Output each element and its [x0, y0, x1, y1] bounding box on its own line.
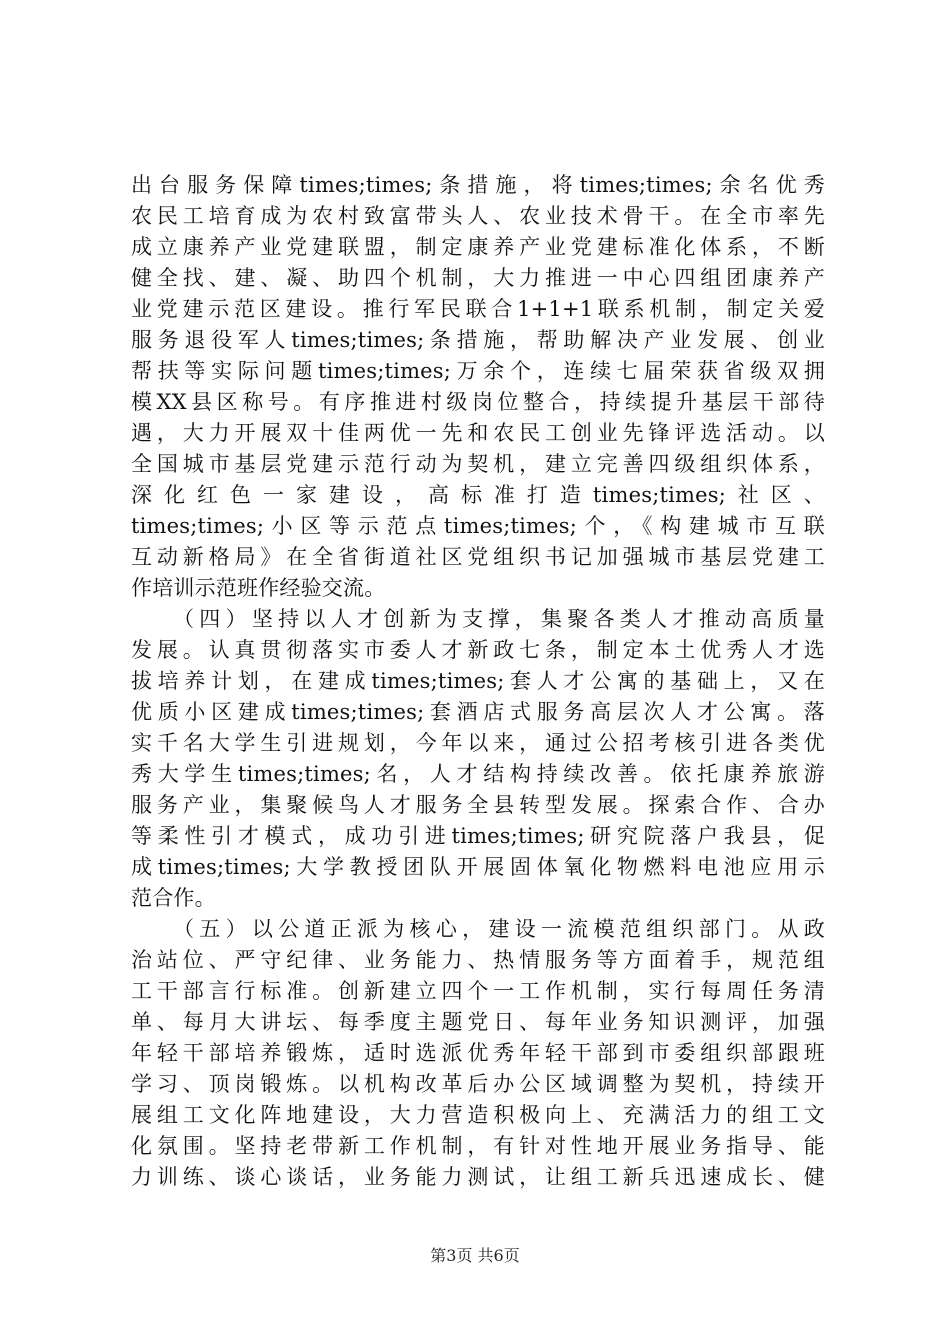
- text-line: 拔培养计划，在建成times;times;套人才公寓的基础上，又在: [131, 669, 825, 693]
- text-line: 优质小区建成times;times;套酒店式服务高层次人才公寓。落: [131, 700, 825, 724]
- text-line: 健全找、建、凝、助四个机制，大力推进一中心四组团康养产: [131, 266, 825, 290]
- text-line: 发展。认真贯彻落实市委人才新政七条，制定本土优秀人才选: [131, 638, 825, 662]
- text-line: 工干部言行标准。创新建立四个一工作机制，实行每周任务清: [131, 979, 825, 1003]
- text-line: 实千名大学生引进规划，今年以来，通过公招考核引进各类优: [131, 731, 825, 755]
- text-line: 服务退役军人times;times;条措施，帮助解决产业发展、创业: [131, 328, 825, 352]
- text-line: 帮扶等实际问题times;times;万余个，连续七届荣获省级双拥: [131, 359, 825, 383]
- text-line: 等柔性引才模式，成功引进times;times;研究院落户我县，促: [131, 824, 825, 848]
- text-line: 服务产业，集聚候鸟人才服务全县转型发展。探索合作、合办: [131, 793, 825, 817]
- text-line: 学习、顶岗锻炼。以机构改革后办公区域调整为契机，持续开: [131, 1072, 825, 1096]
- text-line: 治站位、严守纪律、业务能力、热情服务等方面着手，规范组: [131, 948, 825, 972]
- text-line: 作培训示范班作经验交流。: [131, 576, 386, 600]
- section-heading-line: （四）坚持以人才创新为支撑，集聚各类人才推动高质量: [173, 607, 825, 631]
- text-line: 农民工培育成为农村致富带头人、农业技术骨干。在全市率先: [131, 204, 825, 228]
- text-line: times;times;小区等示范点times;times;个，《构建城市互联: [131, 514, 825, 538]
- text-line: 成立康养产业党建联盟，制定康养产业党建标准化体系，不断: [131, 235, 825, 259]
- text-line: 业党建示范区建设。推行军民联合1+1+1联系机制，制定关爱: [131, 297, 825, 321]
- text-line: 成times;times;大学教授团队开展固体氧化物燃料电池应用示: [131, 855, 825, 879]
- text-line: 秀大学生times;times;名，人才结构持续改善。依托康养旅游: [131, 762, 825, 786]
- page-number-footer: 第3页 共6页: [430, 1246, 520, 1265]
- text-line: 范合作。: [131, 886, 216, 910]
- body-text: [131, 170, 825, 1193]
- text-line: 化氛围。坚持老带新工作机制，有针对性地开展业务指导、能: [131, 1134, 825, 1158]
- text-line: 深化红色一家建设，高标准打造times;times;社区、: [131, 483, 825, 507]
- text-line: 力训练、谈心谈话，业务能力测试，让组工新兵迅速成长、健: [131, 1165, 825, 1189]
- text-line: 单、每月大讲坛、每季度主题党日、每年业务知识测评，加强: [131, 1010, 825, 1034]
- text-line: 互动新格局》在全省街道社区党组织书记加强城市基层党建工: [131, 545, 825, 569]
- text-line: 出台服务保障times;times;条措施，将times;times;余名优秀: [131, 173, 825, 197]
- text-line: 全国城市基层党建示范行动为契机，建立完善四级组织体系，: [131, 452, 825, 476]
- text-line: 展组工文化阵地建设，大力营造积极向上、充满活力的组工文: [131, 1103, 825, 1127]
- text-line: 年轻干部培养锻炼，适时选派优秀年轻干部到市委组织部跟班: [131, 1041, 825, 1065]
- section-heading-line: （五）以公道正派为核心，建设一流模范组织部门。从政: [173, 917, 825, 941]
- text-line: 遇，大力开展双十佳两优一先和农民工创业先锋评选活动。以: [131, 421, 825, 445]
- text-line: 模XX县区称号。有序推进村级岗位整合，持续提升基层干部待: [131, 390, 825, 414]
